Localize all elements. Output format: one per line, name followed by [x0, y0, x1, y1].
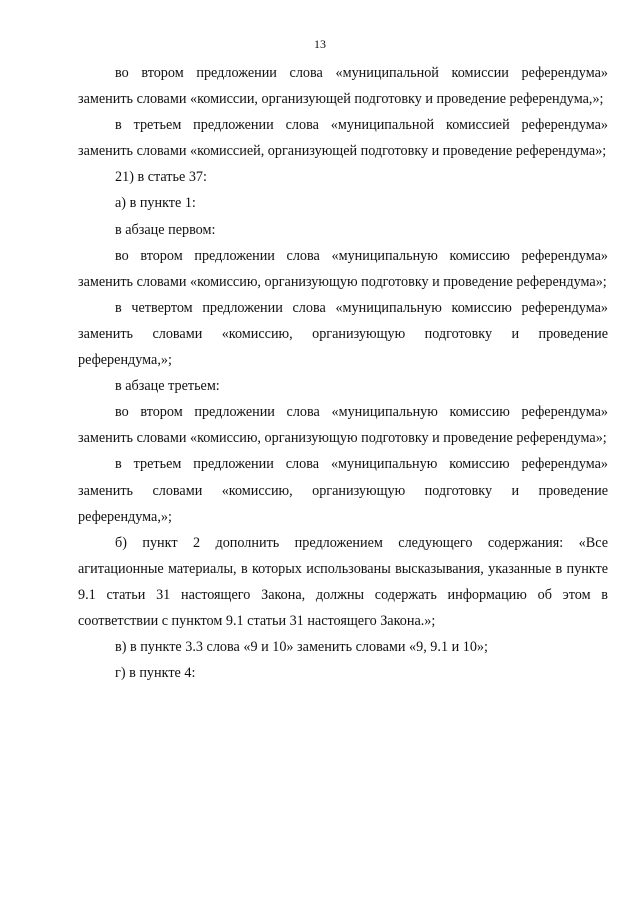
paragraph: в абзаце третьем:	[115, 378, 220, 395]
paragraph: в третьем предложении слова «муниципальную комиссию референдума» заменить словами «комиссию, организующую подготовку и проведение референдума,»;	[78, 456, 608, 525]
document-body	[78, 60, 608, 686]
page-number: 13	[314, 37, 326, 51]
paragraph: в третьем предложении слова «муниципальной комиссией референдума» заменить словами «комиссией, организующей подготовку и проведение референдума»;	[78, 117, 608, 160]
paragraph: 21) в статье 37:	[115, 169, 207, 186]
paragraph: в) в пункте 3.3 слова «9 и 10» заменить словами «9, 9.1 и 10»;	[115, 639, 488, 656]
paragraph: г) в пункте 4:	[115, 665, 196, 682]
paragraph: б) пункт 2 дополнить предложением следующего содержания: «Все агитационные материалы, в которых использованы высказывания, указанные в пункте 9.1 статьи 31 настоящего Закона, должны содержать информацию об этом в соответствии с пунктом 9.1 статьи 31 настоящего Закона.»;	[78, 534, 608, 629]
paragraph: в абзаце первом:	[115, 221, 216, 238]
paragraph: во втором предложении слова «муниципальной комиссии референдума» заменить словами «комиссии, организующей подготовку и проведение референдума,»;	[78, 65, 608, 108]
paragraph: во втором предложении слова «муниципальную комиссию референдума» заменить словами «комиссию, организующую подготовку и проведение референдума»;	[78, 404, 608, 447]
paragraph: в четвертом предложении слова «муниципальную комиссию референдума» заменить словами «комиссию, организующую подготовку и проведение референдума,»;	[78, 299, 608, 369]
paragraph: во втором предложении слова «муниципальную комиссию референдума» заменить словами «комиссию, организующую подготовку и проведение референдума»;	[78, 247, 608, 290]
paragraph: а) в пункте 1:	[115, 195, 196, 212]
